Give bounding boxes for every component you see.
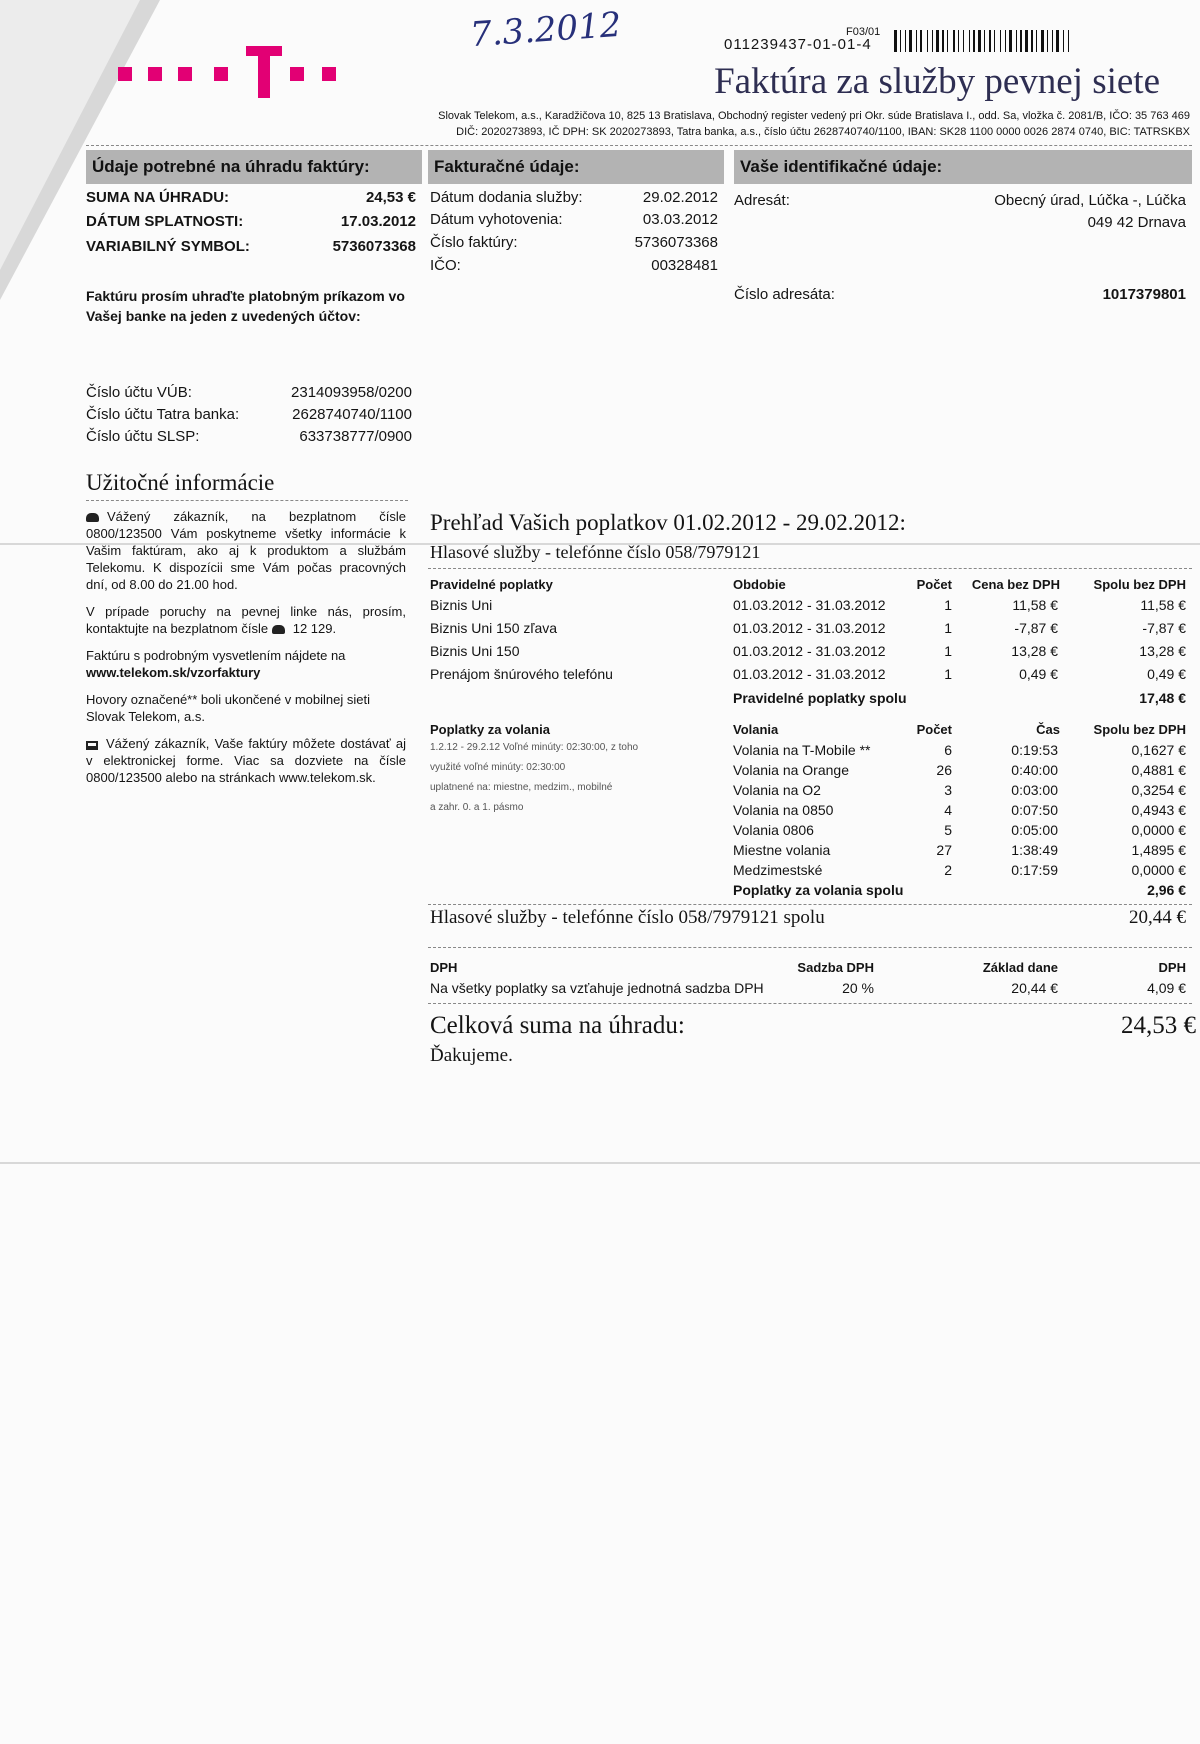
call-type: Volania 0806 — [733, 822, 814, 838]
vat-rate: 20 % — [842, 980, 874, 996]
info-paragraph: Vážený zákazník, na bezplatnom čísle 0800/123500 Vám poskytneme všetky informácie k Vašim faktúram, ako aj k produktom a službám Telekomu. K dispozícii sme Vám počas pracovných dní, od 8.00 do 21.00 hod. — [86, 509, 406, 592]
payment-label: SUMA NA ÚHRADU: — [86, 189, 230, 206]
fee-name: Biznis Uni 150 zľava — [430, 620, 558, 636]
divider — [428, 568, 1192, 569]
free-minutes-note: využité voľné minúty: 02:30:00 — [430, 762, 566, 773]
call-total: 0,4881 € — [1131, 762, 1186, 778]
column-header: Volania — [733, 722, 779, 737]
regular-fees-sum: 17,48 € — [1139, 690, 1186, 706]
call-count: 4 — [944, 802, 952, 818]
service-total-value: 20,44 € — [1129, 907, 1186, 928]
call-count: 5 — [944, 822, 952, 838]
invoice-title: Faktúra za služby pevnej siete — [714, 61, 1160, 102]
column-header: Spolu bez DPH — [1093, 722, 1186, 737]
call-time: 1:38:49 — [1011, 842, 1058, 858]
free-minutes-note: 1.2.12 - 29.2.12 Voľné minúty: 02:30:00, z toho — [430, 742, 639, 753]
thanks-text: Ďakujeme. — [430, 1045, 513, 1066]
account-number: 2628740740/1100 — [292, 406, 412, 423]
fee-count: 1 — [944, 643, 952, 659]
info-paragraph: Faktúru s podrobným vysvetlením nájdete na — [86, 648, 346, 663]
service-total-label: Hlasové služby - telefónne číslo 058/7979121 spolu — [430, 907, 825, 928]
vat-note: Na všetky poplatky sa vzťahuje jednotná sadzba DPH — [430, 980, 764, 996]
fee-period: 01.03.2012 - 31.03.2012 — [733, 643, 886, 659]
fee-name: Biznis Uni 150 — [430, 643, 520, 659]
call-total: 0,0000 € — [1131, 822, 1186, 838]
divider — [428, 904, 1192, 905]
payment-note: Faktúru prosím uhraďte platobným príkazom vo Vašej banke na jeden z uvedených účtov: — [86, 288, 405, 324]
account-number: 2314093958/0200 — [291, 384, 412, 401]
call-type: Volania na T-Mobile ** — [733, 742, 871, 758]
call-time: 0:17:59 — [1011, 862, 1058, 878]
call-time: 0:03:00 — [1011, 782, 1058, 798]
grand-total-value: 24,53 € — [1121, 1012, 1196, 1039]
call-count: 27 — [936, 842, 952, 858]
call-type: Volania na 0850 — [733, 802, 834, 818]
fee-total: 0,49 € — [1147, 666, 1186, 682]
fee-price: 0,49 € — [1019, 666, 1058, 682]
call-fees-sum-label: Poplatky za volania spolu — [733, 882, 904, 898]
call-time: 0:19:53 — [1011, 742, 1058, 758]
call-fees-sum: 2,96 € — [1147, 882, 1186, 898]
fee-total: 13,28 € — [1139, 643, 1186, 659]
fee-period: 01.03.2012 - 31.03.2012 — [733, 597, 886, 613]
call-total: 0,1627 € — [1131, 742, 1186, 758]
billing-value: 03.03.2012 — [642, 211, 718, 228]
divider — [428, 1003, 1192, 1004]
free-minutes-note: uplatnené na: miestne, medzim., mobilné — [430, 782, 613, 793]
fee-period: 01.03.2012 - 31.03.2012 — [733, 666, 886, 682]
call-fees-heading: Poplatky za volania — [430, 722, 550, 737]
payment-value: 24,53 € — [365, 189, 416, 206]
column-header: Základ dane — [982, 960, 1058, 975]
call-time: 0:07:50 — [1011, 802, 1058, 818]
address-line-2: 049 42 Drnava — [1087, 214, 1186, 231]
call-type: Volania na O2 — [733, 782, 821, 798]
info-block — [86, 508, 406, 796]
fee-name: Biznis Uni — [430, 597, 493, 613]
address-line-1: Obecný úrad, Lúčka -, Lúčka — [994, 192, 1186, 209]
document-number: 011239437-01-01-4 — [724, 36, 872, 53]
payment-value: 5736073368 — [332, 238, 416, 255]
handwritten-date: 7.3.2012 — [468, 4, 623, 56]
fee-count: 1 — [944, 597, 952, 613]
company-info-line-2: DIČ: 2020273893, IČ DPH: SK 2020273893, Tatra banka, a.s., číslo účtu 2628740740/1100, IBAN: SK28 1100 0000 0026 2874 0740, BIC: TATRSKBX — [456, 126, 1190, 138]
free-minutes-note: a zahr. 0. a 1. pásmo — [430, 802, 524, 813]
payment-section-header: Údaje potrebné na úhradu faktúry: — [86, 150, 422, 184]
overview-title: Prehľad Vašich poplatkov 01.02.2012 - 29.02.2012: — [430, 510, 906, 535]
company-info-line-1: Slovak Telekom, a.s., Karadžičova 10, 825 13 Bratislava, Obchodný register vedený pri Okr. súde Bratislava I., odd. Sa, vložka č. 2081/B, IČO: 35 763 469 — [438, 110, 1190, 122]
call-total: 1,4895 € — [1131, 842, 1186, 858]
address-label: Adresát: — [734, 192, 790, 209]
info-paragraph: Vážený zákazník, Vaše faktúry môžete dostávať aj v elektronickej forme. Viac sa dozviete na čísle 0800/123500 alebo na stránkach www.telekom.sk. — [86, 736, 406, 785]
document-code: F03/01 — [846, 26, 881, 38]
column-header: DPH — [1158, 960, 1186, 975]
info-title: Užitočné informácie — [86, 470, 275, 495]
column-header: Čas — [1036, 722, 1060, 737]
call-total: 0,3254 € — [1131, 782, 1186, 798]
billing-value: 5736073368 — [634, 234, 718, 251]
sample-invoice-link[interactable]: www.telekom.sk/vzorfaktury — [86, 665, 261, 680]
barcode — [894, 30, 1160, 52]
billing-value: 29.02.2012 — [642, 189, 718, 206]
info-paragraph: Hovory označené** boli ukončené v mobilnej sieti Slovak Telekom, a.s. — [86, 692, 370, 724]
call-type: Miestne volania — [733, 842, 831, 858]
computer-icon — [86, 741, 98, 750]
fee-period: 01.03.2012 - 31.03.2012 — [733, 620, 886, 636]
fee-price: 13,28 € — [1011, 643, 1058, 659]
column-header: Sadzba DPH — [797, 960, 874, 975]
addressee-label: Číslo adresáta: — [734, 286, 835, 303]
column-header: Počet — [916, 722, 952, 737]
phone-icon — [86, 513, 99, 522]
fee-count: 1 — [944, 666, 952, 682]
fee-name: Prenájom šnúrového telefónu — [430, 666, 613, 682]
call-total: 0,4943 € — [1131, 802, 1186, 818]
billing-label: Číslo faktúry: — [430, 234, 518, 251]
billing-label: Dátum dodania služby: — [430, 189, 583, 206]
payment-label: DÁTUM SPLATNOSTI: — [86, 213, 244, 230]
phone-icon — [272, 625, 285, 634]
vat-heading: DPH — [430, 960, 458, 975]
divider — [86, 145, 1192, 146]
fee-price: 11,58 € — [1012, 597, 1058, 613]
column-header: Spolu bez DPH — [1093, 577, 1186, 592]
divider — [86, 500, 408, 501]
fee-price: -7,87 € — [1014, 620, 1058, 636]
column-header: Počet — [916, 577, 952, 592]
fee-total: 11,58 € — [1140, 597, 1186, 613]
addressee-number: 1017379801 — [1102, 286, 1186, 303]
billing-value: 00328481 — [651, 257, 718, 274]
regular-fees-heading: Pravidelné poplatky — [430, 577, 553, 592]
call-type: Volania na Orange — [733, 762, 849, 778]
column-header: Obdobie — [733, 577, 786, 592]
call-count: 3 — [944, 782, 952, 798]
telekom-logo — [118, 38, 358, 98]
fee-count: 1 — [944, 620, 952, 636]
payment-value: 17.03.2012 — [340, 213, 416, 230]
overview-subtitle: Hlasové služby - telefónne číslo 058/7979121 — [430, 542, 761, 562]
call-type: Medzimestské — [733, 862, 823, 878]
vat-base: 20,44 € — [1011, 980, 1058, 996]
fold-line — [0, 1162, 1200, 1164]
payment-label: VARIABILNÝ SYMBOL: — [86, 238, 250, 255]
call-count: 26 — [936, 762, 952, 778]
info-paragraph: V prípade poruchy na pevnej linke nás, prosím, kontaktujte na bezplatnom čísle — [86, 604, 406, 636]
call-total: 0,0000 € — [1131, 862, 1186, 878]
grand-total-label: Celková suma na úhradu: — [430, 1012, 685, 1039]
billing-label: IČO: — [430, 257, 461, 274]
call-time: 0:05:00 — [1011, 822, 1058, 838]
fault-number: 12 129. — [292, 621, 337, 636]
account-label: Číslo účtu Tatra banka: — [86, 406, 240, 423]
divider — [428, 947, 1192, 948]
vat-amount: 4,09 € — [1147, 980, 1186, 996]
call-count: 6 — [944, 742, 952, 758]
regular-fees-sum-label: Pravidelné poplatky spolu — [733, 690, 907, 706]
account-label: Číslo účtu VÚB: — [86, 384, 192, 401]
account-number: 633738777/0900 — [299, 428, 412, 445]
call-count: 2 — [944, 862, 952, 878]
column-header: Cena bez DPH — [971, 577, 1060, 592]
identification-section-header: Vaše identifikačné údaje: — [734, 150, 1192, 184]
fee-total: -7,87 € — [1142, 620, 1186, 636]
call-time: 0:40:00 — [1011, 762, 1058, 778]
billing-section-header: Fakturačné údaje: — [428, 150, 724, 184]
account-label: Číslo účtu SLSP: — [86, 428, 200, 445]
billing-label: Dátum vyhotovenia: — [430, 211, 563, 228]
